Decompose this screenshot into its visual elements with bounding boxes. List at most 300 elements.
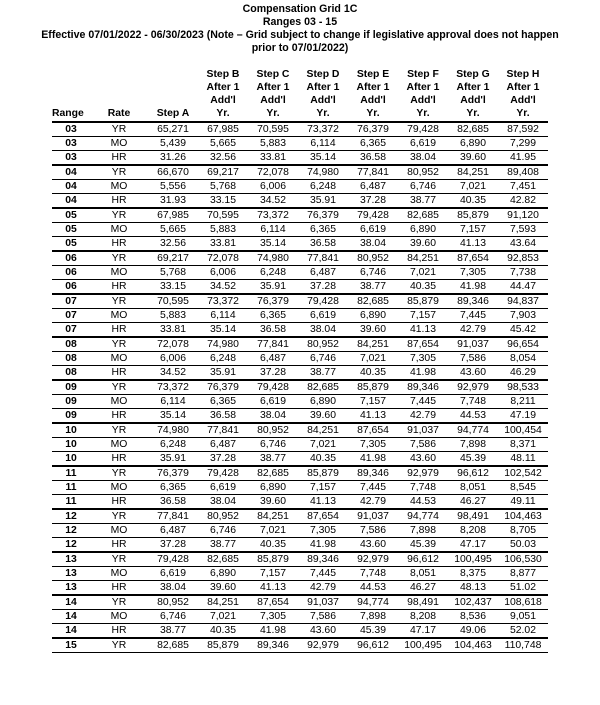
rate-cell: MO [90,524,148,538]
table-row [52,567,548,581]
pay-value-cell: 5,883 [148,309,198,323]
header-step-d [298,68,348,122]
rate-cell: YR [90,251,148,266]
pay-value-cell: 6,890 [448,137,498,151]
pay-value-cell: 6,487 [248,352,298,366]
table-row [52,395,548,409]
rate-cell: YR [90,595,148,610]
range-cell: 12 [52,524,90,538]
rate-cell: HR [90,366,148,381]
pay-value-cell: 7,021 [398,266,448,280]
rate-cell: HR [90,151,148,166]
pay-value-cell: 47.19 [498,409,548,424]
pay-value-cell: 31.93 [148,194,198,209]
pay-value-cell: 35.14 [298,151,348,166]
pay-value-cell: 7,586 [298,610,348,624]
table-row [52,366,548,381]
table-row [52,194,548,209]
pay-value-cell: 89,346 [348,466,398,481]
pay-value-cell: 38.04 [348,237,398,252]
table-row [52,552,548,567]
range-cell: 14 [52,624,90,639]
range-cell: 12 [52,509,90,524]
pay-value-cell: 85,879 [248,552,298,567]
grid-title: Compensation Grid 1C [242,3,358,15]
pay-value-cell: 77,841 [198,423,248,438]
pay-value-cell: 36.58 [298,237,348,252]
range-cell: 10 [52,423,90,438]
pay-value-cell: 7,748 [398,481,448,495]
pay-value-cell: 8,054 [498,352,548,366]
range-cell: 13 [52,581,90,596]
pay-value-cell: 7,445 [448,309,498,323]
table-row [52,581,548,596]
pay-value-cell: 41.98 [448,280,498,295]
header-step-line: Step H [506,69,540,80]
pay-value-cell: 7,898 [348,610,398,624]
table-row [52,624,548,639]
pay-value-cell: 82,685 [198,552,248,567]
pay-value-cell: 5,883 [248,137,298,151]
pay-value-cell: 65,271 [148,122,198,137]
pay-value-cell: 41.13 [398,323,448,338]
table-row [52,323,548,338]
header-step-line: After 1 [456,82,490,93]
pay-value-cell: 8,536 [448,610,498,624]
pay-value-cell: 98,533 [498,380,548,395]
rate-cell: YR [90,509,148,524]
pay-value-cell: 42.79 [298,581,348,596]
table-row [52,237,548,252]
pay-value-cell: 70,595 [248,122,298,137]
pay-value-cell: 35.91 [248,280,298,295]
table-row [52,538,548,553]
pay-value-cell: 6,619 [398,137,448,151]
compensation-table [52,68,548,653]
pay-value-cell: 87,592 [498,122,548,137]
pay-value-cell: 76,379 [198,380,248,395]
range-cell: 12 [52,538,90,553]
pay-value-cell: 7,157 [348,395,398,409]
table-row [52,223,548,237]
pay-value-cell: 49.11 [498,495,548,510]
pay-value-cell: 85,879 [198,638,248,653]
header-step-line: Add'l [460,95,486,106]
pay-value-cell: 7,586 [398,438,448,452]
pay-value-cell: 6,006 [148,352,198,366]
pay-value-cell: 38.77 [398,194,448,209]
pay-value-cell: 51.02 [498,581,548,596]
pay-value-cell: 73,372 [298,122,348,137]
range-cell: 09 [52,380,90,395]
pay-value-cell: 7,451 [498,180,548,194]
pay-value-cell: 6,746 [348,266,398,280]
pay-value-cell: 104,463 [448,638,498,653]
table-row [52,481,548,495]
rate-cell: YR [90,208,148,223]
range-cell: 08 [52,337,90,352]
range-cell: 03 [52,151,90,166]
pay-value-cell: 41.98 [298,538,348,553]
rate-cell: MO [90,266,148,280]
pay-value-cell: 6,248 [298,180,348,194]
pay-value-cell: 6,006 [198,266,248,280]
range-cell: 05 [52,223,90,237]
pay-value-cell: 73,372 [148,380,198,395]
pay-value-cell: 82,685 [448,122,498,137]
pay-value-cell: 46.27 [398,581,448,596]
pay-value-cell: 44.53 [348,581,398,596]
pay-value-cell: 7,445 [398,395,448,409]
table-row [52,452,548,467]
pay-value-cell: 48.11 [498,452,548,467]
pay-value-cell: 36.58 [148,495,198,510]
rate-cell: HR [90,194,148,209]
table-row [52,165,548,180]
header-step-line: Add'l [360,95,386,106]
pay-value-cell: 89,346 [398,380,448,395]
range-cell: 03 [52,137,90,151]
pay-value-cell: 44.53 [448,409,498,424]
pay-value-cell: 72,078 [248,165,298,180]
pay-value-cell: 72,078 [198,251,248,266]
pay-value-cell: 40.35 [298,452,348,467]
table-row [52,423,548,438]
pay-value-cell: 7,305 [448,266,498,280]
pay-value-cell: 6,746 [248,438,298,452]
pay-value-cell: 85,879 [448,208,498,223]
pay-value-cell: 49.06 [448,624,498,639]
table-row [52,294,548,309]
pay-value-cell: 8,051 [448,481,498,495]
pay-value-cell: 80,952 [248,423,298,438]
pay-value-cell: 41.98 [248,624,298,639]
pay-value-cell: 6,619 [248,395,298,409]
pay-value-cell: 77,841 [298,251,348,266]
pay-value-cell: 85,879 [348,380,398,395]
pay-value-cell: 33.15 [148,280,198,295]
pay-value-cell: 6,365 [148,481,198,495]
header-step-line: Yr. [316,108,330,119]
table-row [52,380,548,395]
pay-value-cell: 6,746 [148,610,198,624]
pay-value-cell: 96,612 [448,466,498,481]
pay-value-cell: 91,037 [398,423,448,438]
ranges-subtitle: Ranges 03 - 15 [262,16,338,28]
table-row [52,337,548,352]
pay-value-cell: 36.58 [248,323,298,338]
pay-value-cell: 35.14 [148,409,198,424]
header-step-line: After 1 [506,82,540,93]
range-cell: 03 [52,122,90,137]
header-step-c [248,68,298,122]
pay-value-cell: 80,952 [298,337,348,352]
pay-value-cell: 73,372 [198,294,248,309]
pay-value-cell: 77,841 [148,509,198,524]
pay-value-cell: 39.60 [198,581,248,596]
rate-cell: YR [90,337,148,352]
rate-cell: MO [90,180,148,194]
range-cell: 05 [52,208,90,223]
table-row [52,309,548,323]
pay-value-cell: 40.35 [398,280,448,295]
pay-value-cell: 87,654 [398,337,448,352]
pay-value-cell: 89,346 [298,552,348,567]
pay-value-cell: 7,748 [348,567,398,581]
pay-value-cell: 96,612 [398,552,448,567]
pay-value-cell: 85,879 [298,466,348,481]
rate-cell: MO [90,567,148,581]
pay-value-cell: 6,114 [198,309,248,323]
pay-value-cell: 102,437 [448,595,498,610]
rate-cell: MO [90,137,148,151]
header-step-line: Add'l [310,95,336,106]
pay-value-cell: 80,952 [348,251,398,266]
pay-value-cell: 41.13 [298,495,348,510]
pay-value-cell: 98,491 [448,509,498,524]
pay-value-cell: 82,685 [398,208,448,223]
pay-value-cell: 79,428 [298,294,348,309]
header-step-line: Yr. [366,108,380,119]
pay-value-cell: 6,365 [248,309,298,323]
effective-note: Effective 07/01/2022 - 06/30/2023 (Note – Grid subject to change if legislative approval does not happen prior to 07/01/2022) [41,29,559,54]
rate-cell: YR [90,165,148,180]
pay-value-cell: 38.77 [198,538,248,553]
pay-value-cell: 89,346 [448,294,498,309]
pay-value-cell: 70,595 [198,208,248,223]
pay-value-cell: 84,251 [348,337,398,352]
pay-value-cell: 6,365 [348,137,398,151]
pay-value-cell: 38.04 [398,151,448,166]
pay-value-cell: 34.52 [148,366,198,381]
range-cell: 13 [52,567,90,581]
range-cell: 06 [52,266,90,280]
table-row [52,352,548,366]
header-step-line: Yr. [516,108,530,119]
pay-value-cell: 5,556 [148,180,198,194]
range-cell: 08 [52,366,90,381]
pay-value-cell: 100,454 [498,423,548,438]
pay-value-cell: 43.60 [298,624,348,639]
pay-value-cell: 41.13 [248,581,298,596]
header-step-line: Yr. [266,108,280,119]
pay-value-cell: 8,705 [498,524,548,538]
pay-value-cell: 34.52 [198,280,248,295]
table-row [52,466,548,481]
pay-value-cell: 108,618 [498,595,548,610]
pay-value-cell: 33.15 [198,194,248,209]
pay-value-cell: 7,445 [298,567,348,581]
table-row [52,137,548,151]
pay-value-cell: 47.17 [448,538,498,553]
pay-value-cell: 41.13 [448,237,498,252]
pay-value-cell: 84,251 [248,509,298,524]
rate-cell: YR [90,552,148,567]
pay-value-cell: 74,980 [198,337,248,352]
title-block [0,0,600,55]
pay-value-cell: 39.60 [298,409,348,424]
pay-value-cell: 6,365 [198,395,248,409]
pay-value-cell: 96,654 [498,337,548,352]
pay-value-cell: 79,428 [198,466,248,481]
range-cell: 14 [52,595,90,610]
header-step-line: After 1 [206,82,240,93]
pay-value-cell: 100,495 [398,638,448,653]
rate-cell: HR [90,495,148,510]
pay-value-cell: 100,495 [448,552,498,567]
range-cell: 13 [52,552,90,567]
pay-value-cell: 39.60 [448,151,498,166]
pay-value-cell: 37.28 [148,538,198,553]
pay-value-cell: 7,305 [248,610,298,624]
pay-value-cell: 45.39 [448,452,498,467]
table-row [52,251,548,266]
pay-value-cell: 7,903 [498,309,548,323]
pay-value-cell: 84,251 [398,251,448,266]
rate-cell: MO [90,352,148,366]
range-cell: 15 [52,638,90,653]
pay-value-cell: 42.79 [448,323,498,338]
header-step-line: Step C [256,69,290,80]
pay-value-cell: 6,487 [148,524,198,538]
pay-value-cell: 7,157 [248,567,298,581]
pay-value-cell: 7,305 [398,352,448,366]
rate-cell: MO [90,223,148,237]
pay-value-cell: 6,248 [148,438,198,452]
header-step-g [448,68,498,122]
rate-cell: MO [90,610,148,624]
pay-value-cell: 69,217 [148,251,198,266]
pay-value-cell: 7,898 [448,438,498,452]
pay-value-cell: 46.27 [448,495,498,510]
pay-value-cell: 7,157 [448,223,498,237]
pay-value-cell: 5,439 [148,137,198,151]
pay-value-cell: 41.95 [498,151,548,166]
header-step-line: Step A [156,108,190,119]
pay-value-cell: 87,654 [348,423,398,438]
pay-value-cell: 40.35 [248,538,298,553]
header-range: Range [52,68,90,122]
pay-value-cell: 6,114 [148,395,198,409]
pay-value-cell: 46.29 [498,366,548,381]
pay-value-cell: 91,037 [348,509,398,524]
pay-value-cell: 38.77 [348,280,398,295]
pay-value-cell: 6,006 [248,180,298,194]
pay-value-cell: 45.39 [348,624,398,639]
pay-value-cell: 33.81 [148,323,198,338]
pay-value-cell: 74,980 [248,251,298,266]
pay-value-cell: 37.28 [298,280,348,295]
pay-value-cell: 43.60 [448,366,498,381]
pay-value-cell: 87,654 [298,509,348,524]
pay-value-cell: 89,408 [498,165,548,180]
pay-value-cell: 5,768 [198,180,248,194]
pay-value-cell: 67,985 [148,208,198,223]
pay-value-cell: 69,217 [198,165,248,180]
header-step-b [198,68,248,122]
rate-cell: YR [90,638,148,653]
pay-value-cell: 7,021 [298,438,348,452]
pay-value-cell: 94,837 [498,294,548,309]
pay-value-cell: 82,685 [298,380,348,395]
pay-value-cell: 6,746 [198,524,248,538]
pay-value-cell: 8,877 [498,567,548,581]
pay-value-cell: 8,211 [498,395,548,409]
pay-value-cell: 87,654 [248,595,298,610]
header-step-line: Step B [206,69,240,80]
pay-value-cell: 37.28 [198,452,248,467]
pay-value-cell: 6,248 [198,352,248,366]
pay-value-cell: 8,375 [448,567,498,581]
pay-value-cell: 6,890 [198,567,248,581]
pay-value-cell: 7,305 [298,524,348,538]
range-cell: 07 [52,323,90,338]
pay-value-cell: 84,251 [298,423,348,438]
header-step-line: After 1 [256,82,290,93]
pay-value-cell: 7,157 [398,309,448,323]
rate-cell: MO [90,395,148,409]
pay-value-cell: 7,445 [348,481,398,495]
header-step-f [398,68,448,122]
pay-value-cell: 6,746 [298,352,348,366]
pay-value-cell: 66,670 [148,165,198,180]
pay-value-cell: 5,768 [148,266,198,280]
pay-value-cell: 33.81 [198,237,248,252]
pay-value-cell: 79,428 [348,208,398,223]
pay-value-cell: 35.14 [248,237,298,252]
range-cell: 10 [52,452,90,467]
range-cell: 04 [52,165,90,180]
range-cell: 06 [52,280,90,295]
pay-value-cell: 6,890 [248,481,298,495]
pay-value-cell: 70,595 [148,294,198,309]
range-cell: 11 [52,466,90,481]
pay-value-cell: 7,021 [248,524,298,538]
pay-value-cell: 31.26 [148,151,198,166]
table-row [52,638,548,653]
pay-value-cell: 8,208 [398,610,448,624]
header-step-line: After 1 [356,82,390,93]
pay-value-cell: 6,487 [198,438,248,452]
table-row [52,438,548,452]
pay-value-cell: 110,748 [498,638,548,653]
rate-cell: MO [90,438,148,452]
pay-value-cell: 79,428 [248,380,298,395]
pay-value-cell: 82,685 [348,294,398,309]
pay-value-cell: 43.60 [348,538,398,553]
table-row [52,280,548,295]
pay-value-cell: 8,371 [498,438,548,452]
header-step-line: After 1 [306,82,340,93]
pay-value-cell: 37.28 [348,194,398,209]
pay-value-cell: 87,654 [448,251,498,266]
pay-value-cell: 41.98 [398,366,448,381]
pay-value-cell: 38.04 [148,581,198,596]
table-row [52,595,548,610]
range-cell: 09 [52,409,90,424]
pay-value-cell: 42.79 [348,495,398,510]
pay-value-cell: 7,299 [498,137,548,151]
pay-value-cell: 42.79 [398,409,448,424]
rate-cell: YR [90,380,148,395]
pay-value-cell: 6,890 [348,309,398,323]
rate-cell: MO [90,309,148,323]
pay-value-cell: 82,685 [248,466,298,481]
rate-cell: MO [90,481,148,495]
pay-value-cell: 6,890 [398,223,448,237]
pay-value-cell: 91,037 [298,595,348,610]
pay-value-cell: 52.02 [498,624,548,639]
